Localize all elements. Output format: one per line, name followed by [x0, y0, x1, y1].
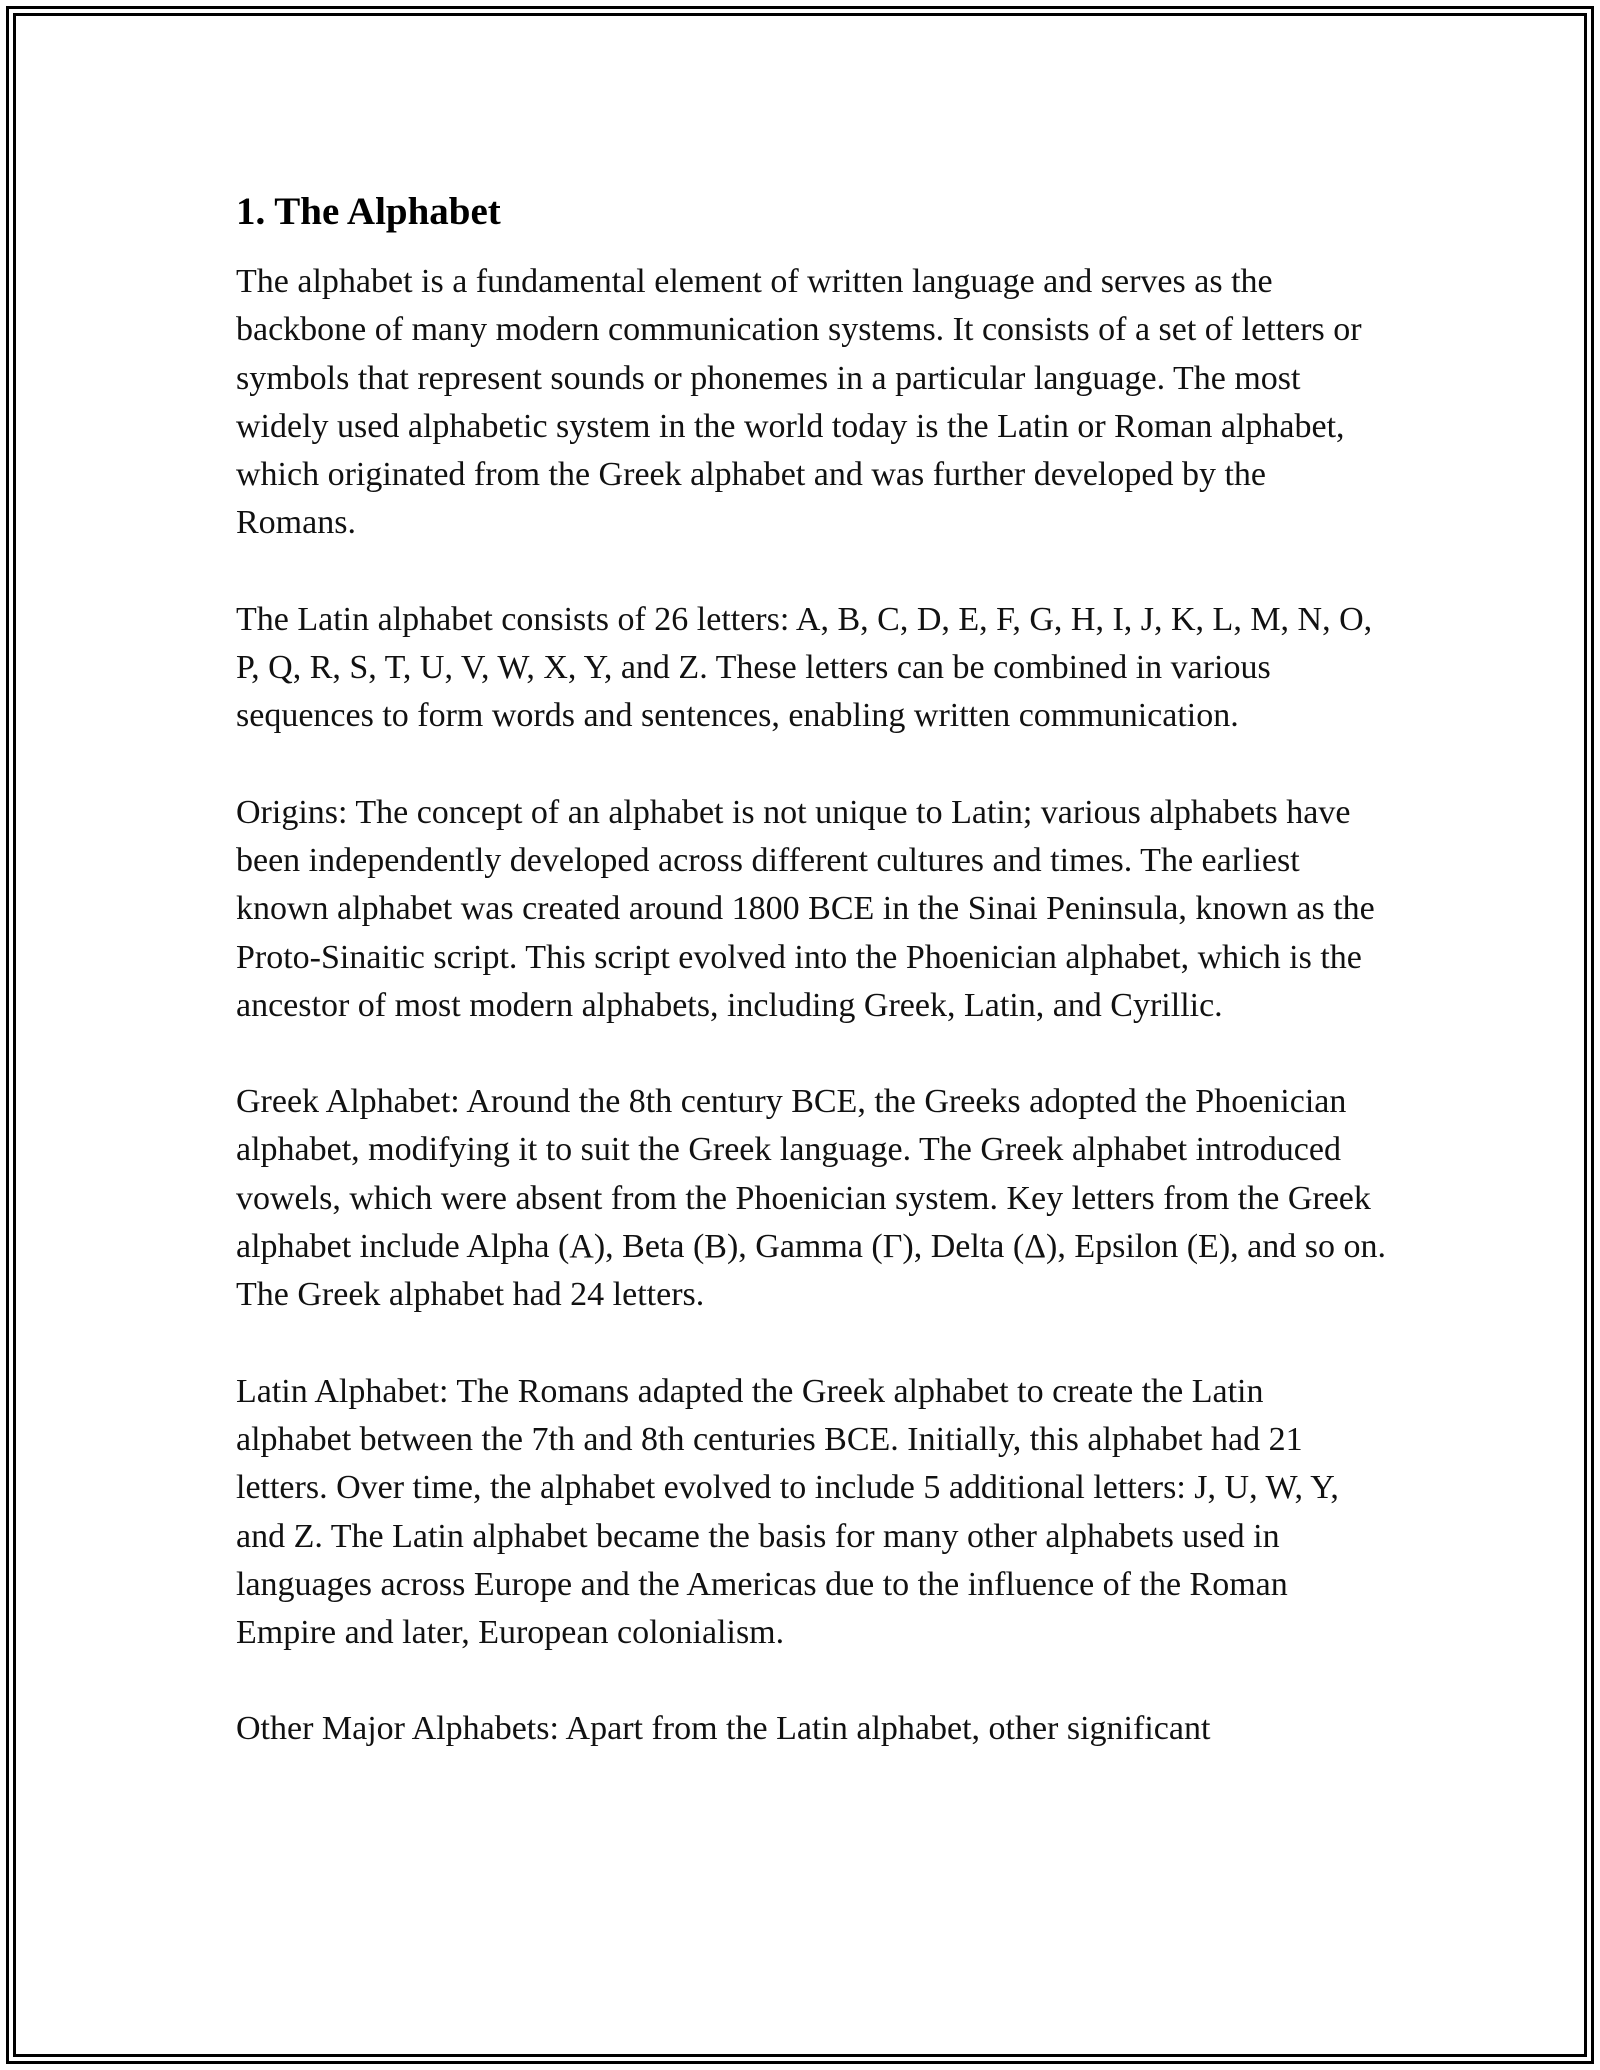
- paragraph-latin-alphabet: Latin Alphabet: The Romans adapted the Greek alphabet to create the Latin alphabet between the 7th and 8th centuries BCE. Initially, this alphabet had 21 letters. Over time, the alphabet evolved to include 5 additional letters: J, U, W, Y, and Z. The Latin alphabet became the basis for many other alphabets used in languages across Europe and the Americas due to the influence of the Roman Empire and later, European colonialism.: [236, 1372, 1339, 1652]
- document-body: [236, 188, 1386, 1802]
- paragraph-origins: Origins: The concept of an alphabet is not unique to Latin; various alphabets have been independently developed across different cultures and times. The earliest known alphabet was created around 1800 BCE in the Sinai Peninsula, known as the Proto-Sinaitic script. This script evolved into the Phoenician alphabet, which is the ancestor of most modern alphabets, including Greek, Latin, and Cyrillic.: [236, 793, 1375, 1024]
- paragraph-intro: The alphabet is a fundamental element of written language and serves as the backbone of many modern communication systems. It consists of a set of letters or symbols that represent sounds or phonemes in a particular language. The most widely used alphabetic system in the world today is the Latin or Roman alphabet, which originated from the Greek alphabet and was further developed by the Romans.: [236, 263, 1362, 542]
- paragraph-latin-letters: The Latin alphabet consists of 26 letters: A, B, C, D, E, F, G, H, I, J, K, L, M, N, O, P, Q, R, S, T, U, V, W, X, Y, and Z. These letters can be combined in various sequences to form words and sentences, enabling written communication.: [236, 600, 1373, 735]
- paragraph-other-alphabets: Other Major Alphabets: Apart from the Latin alphabet, other significant: [236, 1710, 1211, 1748]
- section-heading: 1. The Alphabet: [236, 190, 501, 233]
- paragraph-greek-alphabet: Greek Alphabet: Around the 8th century BCE, the Greeks adopted the Phoenician alphabet, modifying it to suit the Greek language. The Greek alphabet introduced vowels, which were absent from the Phoenician system. Key letters from the Greek alphabet include Alpha (Α), Beta (Β), Gamma (Γ), Delta (Δ), Epsilon (Ε), and so on. The Greek alphabet had 24 letters.: [236, 1083, 1386, 1314]
